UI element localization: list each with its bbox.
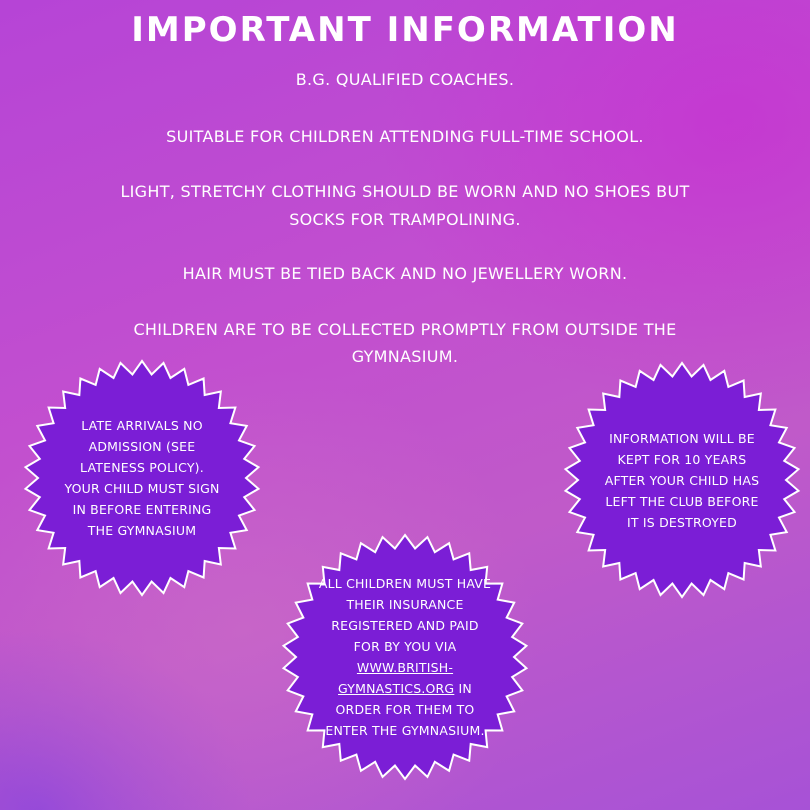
- insurance-text-after: IN ORDER FOR THEM TO ENTER THE GYMNASIUM.: [325, 681, 485, 738]
- badge-insurance-text: [318, 570, 492, 744]
- page-title: IMPORTANT INFORMATION: [131, 10, 679, 50]
- info-line-collection: CHILDREN ARE TO BE COLLECTED PROMPTLY FROM OUTSIDE THE: [133, 320, 677, 339]
- badge-late-arrivals-text: LATE ARRIVALS NO ADMISSION (SEE LATENESS POLICY). YOUR CHILD MUST SIGN IN BEFORE ENTERING THE GYMNASIUM: [64, 418, 220, 538]
- info-line-school: SUITABLE FOR CHILDREN ATTENDING FULL-TIME SCHOOL.: [166, 127, 644, 146]
- info-line-coaches: B.G. QUALIFIED COACHES.: [295, 70, 515, 89]
- info-line-clothing: LIGHT, STRETCHY CLOTHING SHOULD BE WORN AND NO SHOES BUT: [120, 182, 690, 201]
- badge-data-retention: [562, 360, 802, 600]
- british-gymnastics-link[interactable]: WWW.BRITISH-GYMNASTICS.ORG: [338, 660, 455, 696]
- info-line-clothing-cont: SOCKS FOR TRAMPOLINING.: [289, 210, 521, 229]
- info-line-hair: HAIR MUST BE TIED BACK AND NO JEWELLERY WORN.: [182, 264, 628, 283]
- info-line-collection-cont: GYMNASIUM.: [351, 347, 459, 366]
- insurance-text-before: ALL CHILDREN MUST HAVE THEIR INSURANCE REGISTERED AND PAID FOR BY YOU VIA: [318, 576, 492, 654]
- badge-late-arrivals: [22, 358, 262, 598]
- badge-data-retention-text: INFORMATION WILL BE KEPT FOR 10 YEARS AFTER YOUR CHILD HAS LEFT THE CLUB BEFORE IT IS DESTROYED: [604, 430, 760, 530]
- badge-insurance: [280, 532, 530, 782]
